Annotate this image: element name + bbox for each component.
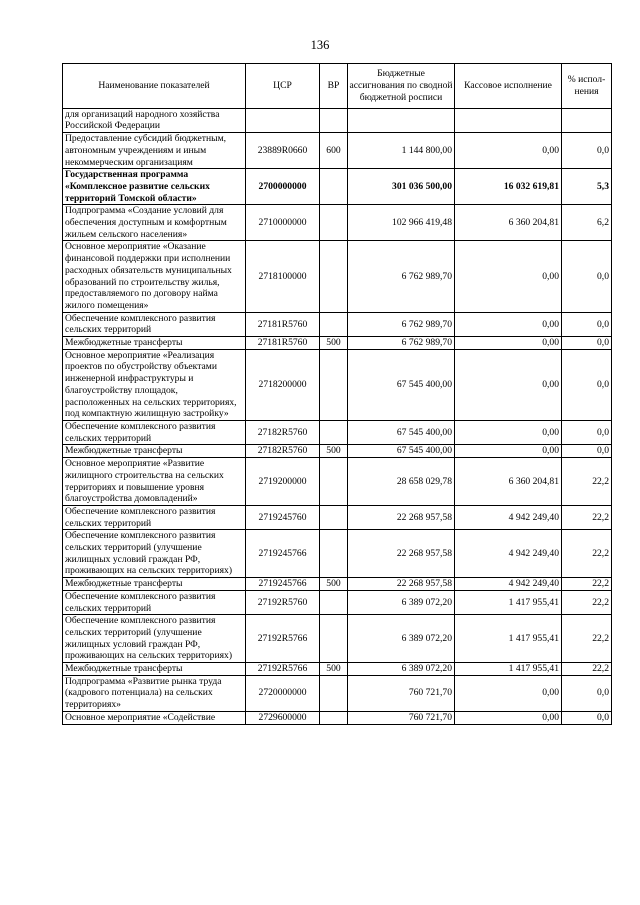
cell-cash: 4 942 249,40: [455, 578, 562, 591]
cell-name: Обеспечение комплексного развития сельских территорий: [63, 505, 246, 529]
cell-pct: 0,0: [562, 445, 612, 458]
cell-csr: 2718200000: [246, 349, 320, 420]
cell-budget: 6 389 072,20: [348, 615, 455, 663]
cell-pct: 0,0: [562, 349, 612, 420]
cell-budget: 67 545 400,00: [348, 420, 455, 444]
cell-csr: 2718100000: [246, 241, 320, 312]
table-row: [63, 420, 612, 444]
cell-name: Основное мероприятие «Реализация проектов по обустройству объектами инженерной инфраструктуры и благоустройству площадок, расположенных на сельских территориях, под компактную жилищную застройку»: [63, 349, 246, 420]
cell-name: Межбюджетные трансферты: [63, 578, 246, 591]
cell-budget: 760 721,70: [348, 675, 455, 711]
table-row: [63, 205, 612, 241]
cell-cash: 0,00: [455, 241, 562, 312]
cell-cash: 1 417 955,41: [455, 615, 562, 663]
cell-pct: 0,0: [562, 420, 612, 444]
cell-budget: [348, 108, 455, 132]
cell-vr: [320, 349, 348, 420]
column-header-budget: Бюджетные ассигнования по сводной бюджетной росписи: [348, 64, 455, 109]
cell-pct: 22,2: [562, 590, 612, 614]
cell-name: Основное мероприятие «Содействие: [63, 711, 246, 724]
cell-vr: [320, 205, 348, 241]
cell-vr: [320, 711, 348, 724]
cell-budget: 1 144 800,00: [348, 133, 455, 169]
cell-pct: 5,3: [562, 169, 612, 205]
cell-cash: 1 417 955,41: [455, 663, 562, 676]
table-row: [63, 337, 612, 350]
cell-pct: [562, 108, 612, 132]
table-row: [63, 663, 612, 676]
cell-csr: 2719245766: [246, 578, 320, 591]
cell-budget: 6 762 989,70: [348, 337, 455, 350]
cell-cash: 6 360 204,81: [455, 458, 562, 506]
cell-name: Предоставление субсидий бюджетным, автономным учреждениям и иным некоммерческим организациям: [63, 133, 246, 169]
table-header-row: [63, 64, 612, 109]
cell-pct: 0,0: [562, 133, 612, 169]
table-row: [63, 505, 612, 529]
cell-csr: 23889R0660: [246, 133, 320, 169]
cell-vr: [320, 169, 348, 205]
cell-vr: 500: [320, 445, 348, 458]
cell-cash: 4 942 249,40: [455, 530, 562, 578]
cell-budget: 28 658 029,78: [348, 458, 455, 506]
cell-vr: [320, 590, 348, 614]
cell-csr: 27181R5760: [246, 337, 320, 350]
cell-pct: 0,0: [562, 675, 612, 711]
cell-name: Обеспечение комплексного развития сельских территорий: [63, 590, 246, 614]
cell-pct: 22,2: [562, 458, 612, 506]
cell-vr: [320, 505, 348, 529]
cell-vr: [320, 420, 348, 444]
cell-cash: 1 417 955,41: [455, 590, 562, 614]
cell-csr: 2710000000: [246, 205, 320, 241]
column-header-cash: Кассовое исполнение: [455, 64, 562, 109]
cell-budget: 301 036 500,00: [348, 169, 455, 205]
table-row: [63, 615, 612, 663]
cell-cash: 0,00: [455, 133, 562, 169]
cell-cash: 16 032 619,81: [455, 169, 562, 205]
cell-name: Обеспечение комплексного развития сельских территорий: [63, 420, 246, 444]
cell-cash: 0,00: [455, 675, 562, 711]
budget-table: [62, 63, 612, 725]
cell-cash: 0,00: [455, 337, 562, 350]
cell-budget: 760 721,70: [348, 711, 455, 724]
cell-cash: 0,00: [455, 312, 562, 336]
cell-vr: [320, 530, 348, 578]
table-row: [63, 312, 612, 336]
cell-csr: 27192R5766: [246, 663, 320, 676]
cell-cash: 6 360 204,81: [455, 205, 562, 241]
cell-budget: 6 762 989,70: [348, 241, 455, 312]
cell-name: для организаций народного хозяйства Российской Федерации: [63, 108, 246, 132]
cell-name: Основное мероприятие «Оказание финансовой поддержки при исполнении расходных обязательств муниципальных образований по строительству жилья, предоставляемого по договору найма жилого помещения»: [63, 241, 246, 312]
cell-budget: 22 268 957,58: [348, 530, 455, 578]
cell-csr: [246, 108, 320, 132]
cell-pct: 22,2: [562, 578, 612, 591]
cell-name: Государственная программа «Комплексное развитие сельских территорий Томской области»: [63, 169, 246, 205]
column-header-csr: ЦСР: [246, 64, 320, 109]
table-row: [63, 711, 612, 724]
cell-name: Обеспечение комплексного развития сельских территорий (улучшение жилищных условий граждан РФ, проживающих на сельских территориях): [63, 615, 246, 663]
cell-vr: 500: [320, 578, 348, 591]
table-row: [63, 445, 612, 458]
table-row: [63, 133, 612, 169]
cell-csr: 27182R5760: [246, 445, 320, 458]
cell-budget: 6 389 072,20: [348, 590, 455, 614]
cell-vr: [320, 108, 348, 132]
cell-csr: 27192R5766: [246, 615, 320, 663]
cell-vr: [320, 312, 348, 336]
cell-vr: [320, 458, 348, 506]
table-row: [63, 590, 612, 614]
page-number: 136: [310, 38, 330, 52]
cell-pct: 22,2: [562, 615, 612, 663]
cell-csr: 27192R5760: [246, 590, 320, 614]
cell-csr: 2700000000: [246, 169, 320, 205]
cell-budget: 6 389 072,20: [348, 663, 455, 676]
cell-csr: 2720000000: [246, 675, 320, 711]
cell-name: Межбюджетные трансферты: [63, 663, 246, 676]
column-header-name: Наименование показателей: [63, 64, 246, 109]
cell-pct: 6,2: [562, 205, 612, 241]
cell-vr: 600: [320, 133, 348, 169]
cell-budget: 22 268 957,58: [348, 505, 455, 529]
cell-cash: [455, 108, 562, 132]
cell-csr: 27181R5760: [246, 312, 320, 336]
cell-csr: 2719245760: [246, 505, 320, 529]
cell-cash: 0,00: [455, 349, 562, 420]
table-row: [63, 241, 612, 312]
table-row: [63, 349, 612, 420]
cell-pct: 0,0: [562, 711, 612, 724]
column-header-pct: % испол-нения: [562, 64, 612, 109]
cell-cash: 0,00: [455, 445, 562, 458]
cell-name: Межбюджетные трансферты: [63, 337, 246, 350]
cell-budget: 67 545 400,00: [348, 445, 455, 458]
cell-csr: 27182R5760: [246, 420, 320, 444]
table-row: [63, 458, 612, 506]
cell-name: Обеспечение комплексного развития сельских территорий (улучшение жилищных условий граждан РФ, проживающих на сельских территориях): [63, 530, 246, 578]
cell-cash: 4 942 249,40: [455, 505, 562, 529]
cell-vr: [320, 615, 348, 663]
column-header-vr: ВР: [320, 64, 348, 109]
cell-budget: 22 268 957,58: [348, 578, 455, 591]
cell-name: Обеспечение комплексного развития сельских территорий: [63, 312, 246, 336]
table-row: [63, 530, 612, 578]
cell-name: Подпрограмма «Создание условий для обеспечения доступным и комфортным жильем сельского населения»: [63, 205, 246, 241]
cell-budget: 6 762 989,70: [348, 312, 455, 336]
cell-budget: 67 545 400,00: [348, 349, 455, 420]
cell-vr: 500: [320, 337, 348, 350]
cell-vr: [320, 241, 348, 312]
cell-pct: 22,2: [562, 663, 612, 676]
table-row: [63, 108, 612, 132]
cell-csr: 2719200000: [246, 458, 320, 506]
table-row: [63, 169, 612, 205]
cell-cash: 0,00: [455, 420, 562, 444]
cell-pct: 22,2: [562, 530, 612, 578]
cell-csr: 2729600000: [246, 711, 320, 724]
cell-vr: [320, 675, 348, 711]
cell-name: Основное мероприятие «Развитие жилищного строительства на сельских территориях и повышение уровня благоустройства домовладений»: [63, 458, 246, 506]
cell-pct: 0,0: [562, 241, 612, 312]
cell-pct: 22,2: [562, 505, 612, 529]
cell-vr: 500: [320, 663, 348, 676]
cell-name: Межбюджетные трансферты: [63, 445, 246, 458]
cell-csr: 2719245766: [246, 530, 320, 578]
cell-pct: 0,0: [562, 312, 612, 336]
cell-cash: 0,00: [455, 711, 562, 724]
cell-pct: 0,0: [562, 337, 612, 350]
cell-budget: 102 966 419,48: [348, 205, 455, 241]
cell-name: Подпрограмма «Развитие рынка труда (кадрового потенциала) на сельских территориях»: [63, 675, 246, 711]
table-row: [63, 578, 612, 591]
table-row: [63, 675, 612, 711]
